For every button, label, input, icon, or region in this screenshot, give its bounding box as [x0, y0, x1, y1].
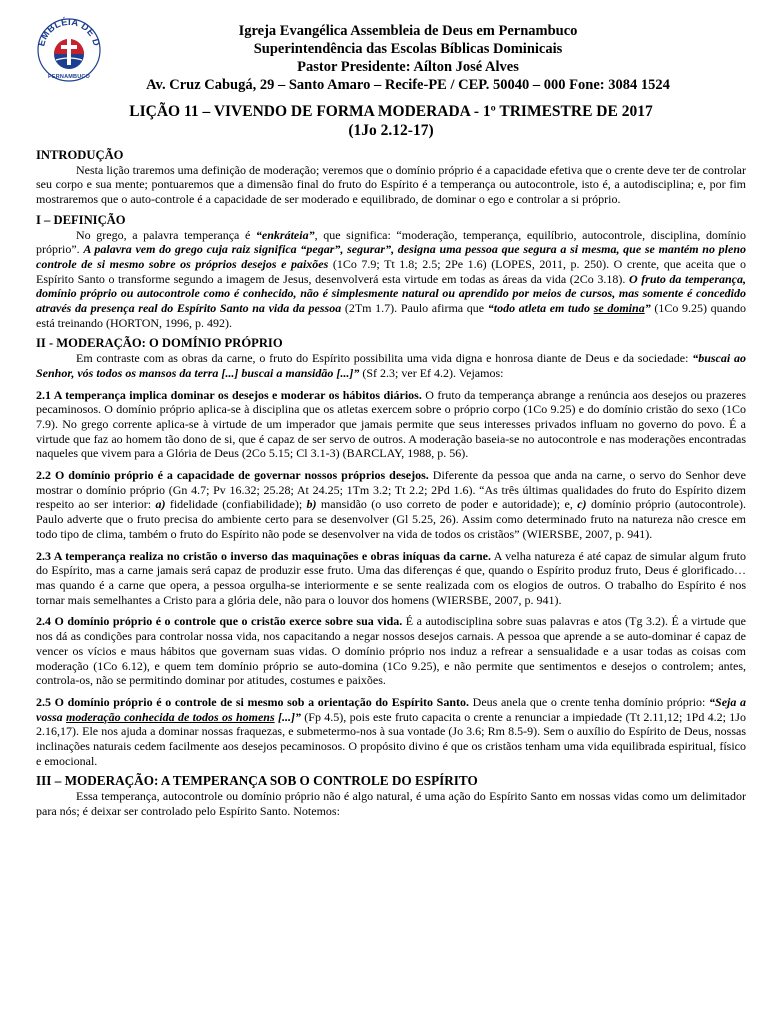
lesson-body	[36, 148, 746, 819]
logo-arc-text: EMBLÉIA DE D	[36, 16, 102, 48]
logo-caption: PERNAMBUCO	[47, 74, 91, 80]
section-1-paragraph: No grego, a palavra temperança é “enkráteia”, que significa: “moderação, temperança, equilíbrio, autocontrole, disciplina, domínio próprio”. A palavra vem do grego cuja raiz significa “pegar”, segurar”, designa uma pessoa que segura a si mesma, que se mantém no pleno controle de si mesmo sobre os próprios desejos e paixões (1Co 7.9; Tt 1.8; 2.5; 2Pe 1.6) (LOPES, 2011, p. 250). O crente, que aceita que o Espírito Santo o transforme segundo a imagem de Jesus, desenvolverá esta virtude em todas as áreas da vida (2Co 3.18). O fruto da temperança, domínio próprio ou autocontrole como é conhecido, não é simplesmente natural ou aprendido por meios de cursos, mas somente é concedido através da presença real do Espírito Santo na vida da pessoa (2Tm 1.7). Paulo afirma que “todo atleta em tudo se domina” (1Co 9.25) quando está treinando (HORTON, 1996, p. 492).	[36, 227, 747, 330]
lesson-title-block	[36, 102, 746, 140]
letterhead-text	[70, 22, 746, 94]
section-2-intro: Em contraste com as obras da carne, o fruto do Espírito possibilita uma vida digna e honrosa diante de Deus e da sociedade: “buscai ao Senhor, vós todos os mansos da terra [...] buscai a mansidão [...]” (Sf 2.3; ver Ef 4.2). Vejamos:	[36, 351, 746, 380]
president-name: Pastor Presidente: Aílton José Alves	[297, 59, 519, 75]
section-3-paragraph: Essa temperança, autocontrole ou domínio próprio não é algo natural, é uma ação do Espírito Santo em nossas vidas como um delimitador para nós; é deixar ser controlado pelo Espírito Santo. Notemos:	[36, 789, 746, 818]
intro-heading: INTRODUÇÃO	[36, 148, 124, 162]
section-2-heading: II - MODERAÇÃO: O DOMÍNIO PRÓPRIO	[36, 336, 283, 351]
point-2-5: 2.5 O domínio próprio é o controle de si mesmo sob a orientação do Espírito Santo. Deus anela que o crente tenha domínio próprio: “Seja a vossa moderação conhecida de todos os homens [...]” (Fp 4.5), pois este fruto capacita o crente a renunciar a impiedade (Tt 2.11,12; 1Pd 4.2; 1Jo 2.16,17). Ele nos ajuda a dominar nossas fraquezas, e submetermo-nos à sua vontade (Jo 3.6; Rm 8.5-9). Sem o auxílio do Espírito de Deus, nossas inclinações naturais cedem facilmente aos desejos pecaminosos. O propósito divino é que os cristãos tenham uma vida equilibrada espiritual, físico e emocional.	[36, 694, 746, 768]
section-1-heading: I – DEFINIÇÃO	[36, 212, 126, 227]
church-name: Igreja Evangélica Assembleia de Deus em Pernambuco	[238, 23, 578, 39]
superintendence-name: Superintendência das Escolas Bíblicas Dominicais	[253, 41, 563, 57]
church-address: Av. Cruz Cabugá, 29 – Santo Amaro – Recife-PE / CEP. 50040 – 000 Fone: 3084 1524	[146, 77, 670, 93]
letterhead	[36, 12, 746, 94]
point-2-4: 2.4 O domínio próprio é o controle que o cristão exerce sobre sua vida. É a autodisciplina sobre suas palavras e atos (Tg 3.2). É a virtude que nos dá as condições para controlar nossa vida, nos capacitando a negar nossos desejos carnais. A pessoa que aprende a se auto-dominar é capaz de vencer os vícios e maus hábitos que governam suas vidas. O domínio próprio nos induz a refrear a sensualidade e a usar todas as coisas com moderação (1Co 6.12), e quem tem domínio próprio se auto-domina (1Co 9.25), e não permite que sentimentos e desejos o controlem; antes, controla-os, não se permitindo dominar por atitudes, costumes e paixões.	[36, 614, 746, 688]
point-2-3: 2.3 A temperança realiza no cristão o inverso das maquinações e obras iníquas da carne. A velha natureza é até capaz de simular algum fruto do Espírito, mas a carne jamais será capaz de produzir esse fruto. Uma das diferenças é que, quando o Espírito produz fruto, Deus é glorificado… mas quando é a carne que opera, a pessoa orgulha-se interiormente e se sente realizada com os elogios de outros. O trabalho do Espírito é nos tornar mais semelhantes a Cristo para a glória dele, não para o louvor dos homens (WIERSBE, 2007, p. 941).	[36, 548, 746, 607]
lesson-reference: (1Jo 2.12-17)	[348, 122, 434, 139]
intro-paragraph: Nesta lição traremos uma definição de moderação; veremos que o domínio próprio é a capacidade efetiva que o crente deve ter de controlar seu corpo e sua mente; pontuaremos que a dimensão final do fruto do Espírito é a temperança ou autocontrole, isto é, a autodisciplina; e, por fim mostraremos que o auto-controle é a capacidade de ser moderado e equilibrado, de dominar o ego e controlar a si próprio.	[36, 162, 746, 207]
point-2-2: 2.2 O domínio próprio é a capacidade de governar nossos próprios desejos. Diferente da pessoa que anda na carne, o servo do Senhor deve mostrar o domínio próprio (Gn 4.7; Pv 16.32; 25.28; At 24.25; 1Tm 3.2; Tt 2.2; 2Pd 1.6). “As três últimas qualidades do fruto do Espírito dizem respeito ao ser interior: a) fidelidade (confiabilidade); b) mansidão (o uso correto de poder e autoridade); e, c) domínio próprio (autocontrole). Paulo adverte que o fruto precisa do ambiente certo para se desenvolver (Gl 5.25, 26). Assim como determinado fruto na natureza não cresce em todo tipo de clima, também o fruto do Espírito não pode se desenvolver na vida de todos os cristãos” (WIERSBE, 2007, p. 941).	[36, 468, 747, 541]
section-3-heading: III – MODERAÇÃO: A TEMPERANÇA SOB O CONTROLE DO ESPÍRITO	[36, 773, 478, 789]
lesson-title: LIÇÃO 11 – VIVENDO DE FORMA MODERADA - 1º TRIMESTRE DE 2017	[129, 103, 653, 120]
point-2-1: 2.1 A temperança implica dominar os desejos e moderar os hábitos diários. O fruto da temperança abrange a renúncia aos desejos ou prazeres pecaminosos. O domínio próprio aplica-se à disciplina que os atletas exercem sobre o próprio corpo (1Co 9.25) e do domínio cristão do sexo (1Co 7.9). No grego corrente aplica-se à virtude de um imperador que jamais permite que seus interesses privados influam no governo do povo. É a virtude que faz ao homem tão dono de si, que é capaz de ser servo de outros. A moderação baseia-se no autocontrole e nas moderações encontradas naqueles que vivem para a Glória de Deus (2Co 5.15; Cl 3.1-3) (BARCLAY, 1988, p. 56).	[36, 387, 747, 461]
